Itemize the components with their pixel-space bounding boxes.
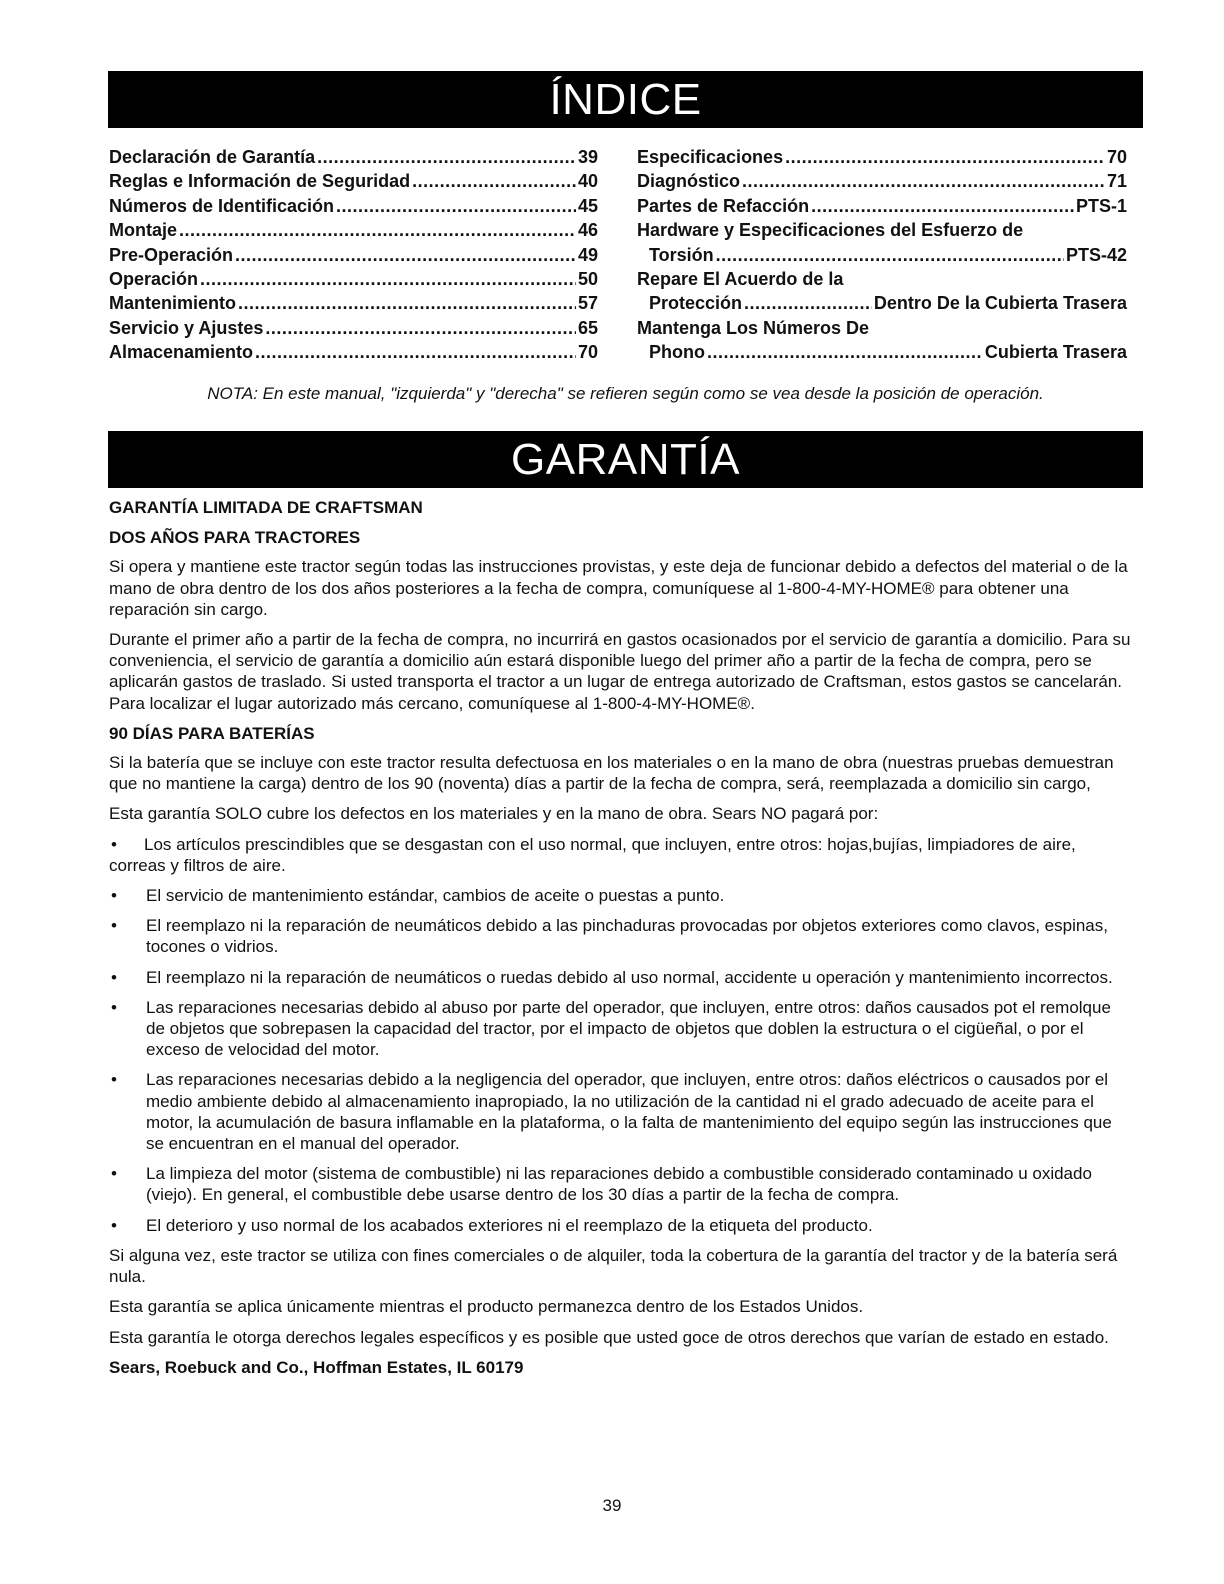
orientation-note: NOTA: En este manual, "izquierda" y "derecha" se refieren según como se vea desde la posición de operación. — [207, 384, 1044, 403]
toc-right-column — [637, 145, 1127, 365]
bullet-icon: • — [111, 1164, 117, 1184]
list-item: • El servicio de mantenimiento estándar, cambios de aceite o puestas a punto. — [111, 886, 725, 906]
warranty-title: GARANTÍA — [108, 431, 1143, 488]
toc-entry[interactable]: Operación ..... 50 — [109, 267, 598, 291]
list-item: • Las reparaciones necesarias debido a la negligencia del operador, que incluyen, entre otros: daños eléctricos o causados por el medio ambiente debido al almacenamiento inapropiado, la no utilización de la cantidad ni el grado adecuado de aceite para el motor, la acumulación de basura inflamable en la plataforma, o la falta de mantenimiento del equipo según las instrucciones que se encuentran en el manual del operador. — [111, 1070, 1112, 1154]
paragraph: Durante el primer año a partir de la fecha de compra, no incurrirá en gastos ocasionados por el servicio de garantía a domicilio. Para su conveniencia, el servicio de garantía a domicilio aún estará disponible luego del primer año a partir de la fecha de compra, pero se aplicarán gastos de traslado. Si usted transporta el tractor a un lugar de entrega autorizado de Craftsman, estos gastos se cancelarán. Para localizar el lugar autorizado más cercano, comuníquese al 1-800-4-MY-HOME®. — [109, 630, 1131, 713]
paragraph: Esta garantía le otorga derechos legales específicos y es posible que usted goce de otros derechos que varían de estado en estado. — [109, 1327, 1109, 1347]
toc-entry-repare-line2[interactable]: Protección ..... Dentro De la Cubierta Trasera — [637, 291, 1127, 315]
heading-two-years: DOS AÑOS PARA TRACTORES — [109, 528, 361, 548]
bullet-icon: • — [111, 1070, 117, 1090]
toc-entry[interactable]: Mantenimiento ..... 57 — [109, 291, 598, 315]
list-item: • El reemplazo ni la reparación de neumáticos o ruedas debido al uso normal, accidente u operación y mantenimiento incorrectos. — [111, 967, 1113, 987]
list-item: • El reemplazo ni la reparación de neumáticos debido a las pinchaduras provocadas por objetos exteriores como clavos, espinas, tocones o vidrios. — [111, 916, 1108, 957]
toc-entry[interactable]: Declaración de Garantía ..... 39 — [109, 145, 598, 169]
toc-entry[interactable]: Reglas e Información de Seguridad ..... 40 — [109, 169, 598, 193]
paragraph: Si la batería que se incluye con este tractor resulta defectuosa en los materiales o en la mano de obra (nuestras pruebas demuestran que no mantiene la carga) dentro de los 90 (noventa) días a partir de la fecha de compra, será, reemplazada a domicilio sin cargo, — [109, 753, 1114, 794]
list-item: • Las reparaciones necesarias debido al abuso por parte del operador, que incluyen, entre otros: daños causados pot el remolque de objetos que sobrepasen la capacidad del tractor, por el impacto de objetos que doblen la estructura o el cigüeñal, o por el exceso de velocidad del motor. — [111, 997, 1111, 1060]
toc-entry[interactable]: Pre-Operación ..... 49 — [109, 243, 598, 267]
list-item: • Los artículos prescindibles que se desgastan con el uso normal, que incluyen, entre otros: hojas,bujías, limpiadores de aire, correas y filtros de aire. — [109, 834, 1076, 875]
list-item: • La limpieza del motor (sistema de combustible) ni las reparaciones debido a combustible considerado contaminado u oxidado (viejo). En general, el combustible debe usarse dentro de los 30 días a partir de la fecha de compra. — [111, 1164, 1092, 1205]
toc-entry-partes[interactable]: Partes de Refacción ..... PTS-1 — [637, 194, 1127, 218]
paragraph: Si opera y mantiene este tractor según todas las instrucciones provistas, y este deja de funcionar debido a defectos del material o de la mano de obra dentro de los dos años posteriores a la fecha de compra, comuníquese al 1-800-4-MY-HOME® para obtener una reparación sin cargo. — [109, 557, 1128, 619]
page-number: 39 — [602, 1496, 622, 1515]
toc-entry-diagnostico[interactable]: Diagnóstico ..... 71 — [637, 169, 1127, 193]
toc-entry[interactable]: Servicio y Ajustes ..... 65 — [109, 316, 598, 340]
heading-batteries: 90 DÍAS PARA BATERÍAS — [109, 723, 315, 743]
toc-entry[interactable]: Números de Identificación ..... 45 — [109, 194, 598, 218]
list-item: • El deterioro y uso normal de los acabados exteriores ni el reemplazo de la etiqueta del producto. — [111, 1215, 873, 1235]
heading-limited-warranty: GARANTÍA LIMITADA DE CRAFTSMAN — [109, 498, 423, 517]
paragraph: Esta garantía se aplica únicamente mientras el producto permanezca dentro de los Estados Unidos. — [109, 1297, 864, 1317]
company-signature: Sears, Roebuck and Co., Hoffman Estates, IL 60179 — [109, 1357, 524, 1377]
toc-entry-hardware-line1[interactable]: Hardware y Especificaciones del Esfuerzo de — [637, 220, 1024, 241]
toc-entry[interactable]: Almacenamiento ..... 70 — [109, 340, 598, 364]
index-title: ÍNDICE — [108, 71, 1143, 128]
toc-entry-mantenga-line1[interactable]: Mantenga Los Números De — [637, 317, 870, 338]
bullet-icon: • — [111, 834, 117, 854]
toc-left-column — [109, 145, 598, 365]
bullet-icon: • — [111, 967, 117, 987]
bullet-icon: • — [111, 886, 117, 906]
paragraph: Esta garantía SOLO cubre los defectos en los materiales y en la mano de obra. Sears NO pagará por: — [109, 804, 879, 824]
toc-entry-hardware-line2[interactable]: Torsión ..... PTS-42 — [637, 243, 1127, 267]
toc-entry[interactable]: Montaje ..... 46 — [109, 218, 598, 242]
bullet-icon: • — [111, 997, 117, 1017]
warranty-body — [109, 497, 1131, 1378]
paragraph: Si alguna vez, este tractor se utiliza con fines comerciales o de alquiler, toda la cobertura de la garantía del tractor y de la batería será nula. — [109, 1245, 1118, 1287]
toc-entry-especificaciones[interactable]: Especificaciones ..... 70 — [637, 145, 1127, 169]
toc-entry-repare-line1[interactable]: Repare El Acuerdo de la — [637, 269, 844, 290]
toc-entry-mantenga-line2[interactable]: Phono ..... Cubierta Trasera — [637, 340, 1127, 364]
bullet-icon: • — [111, 1215, 117, 1235]
bullet-icon: • — [111, 916, 117, 936]
